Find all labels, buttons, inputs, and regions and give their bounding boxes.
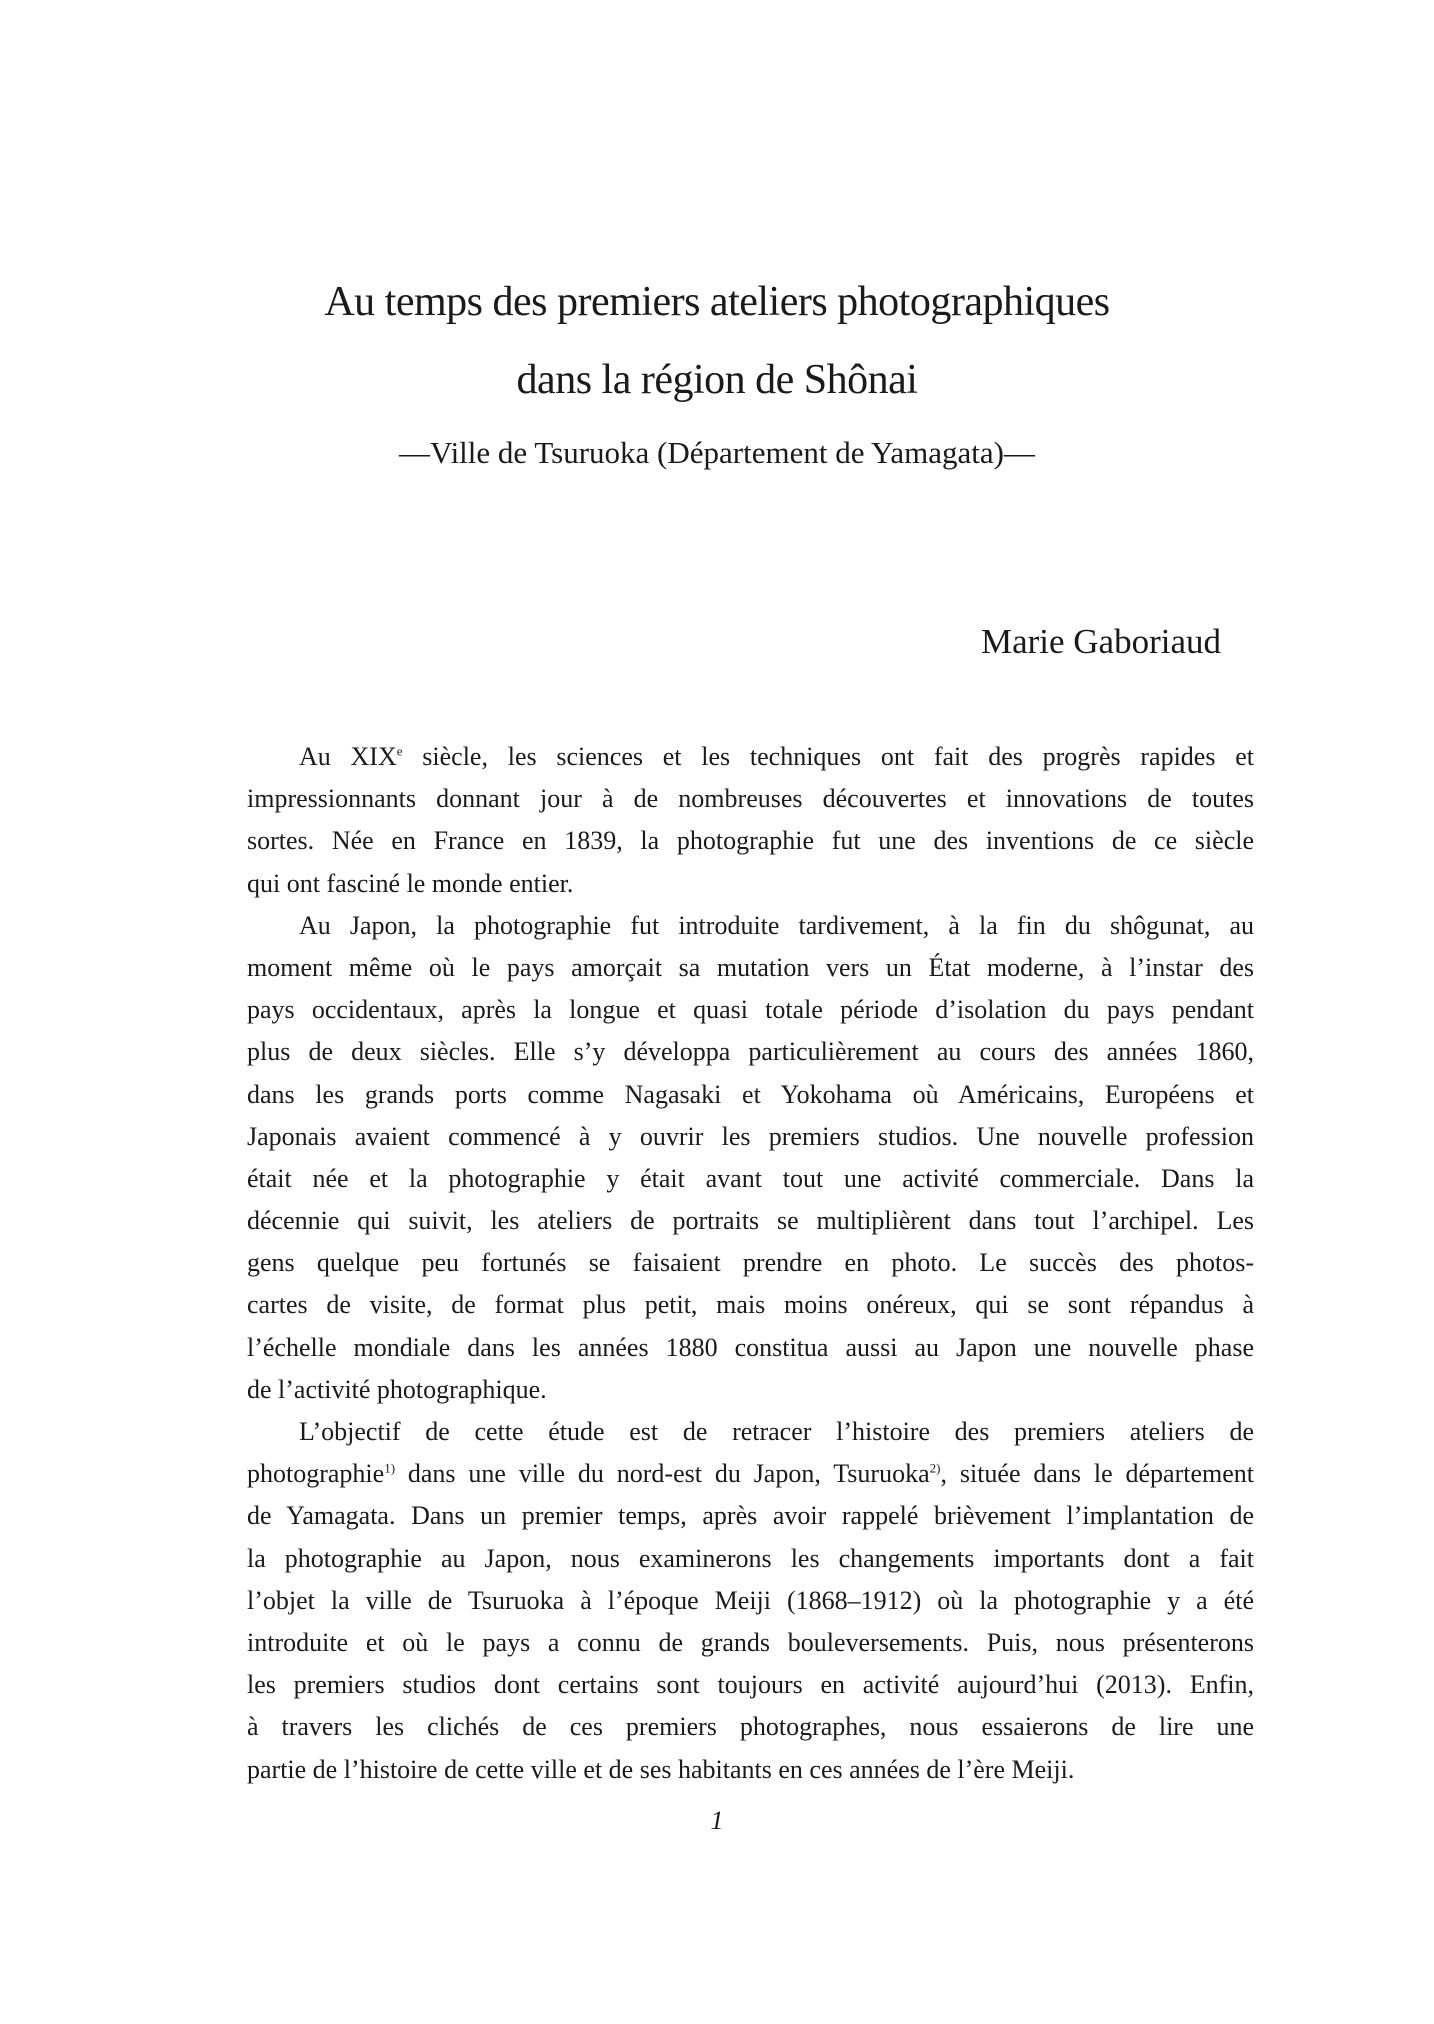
- text-segment: siècle, les sciences et les techniques ont fait des progrès rapides et: [402, 742, 1254, 771]
- text-line: [247, 1200, 1254, 1242]
- title-line-1: Au temps des premiers ateliers photographiques: [324, 279, 1110, 325]
- text-segment: pays occidentaux, après la longue et quasi totale période d’isolation du pays pendant: [247, 995, 1254, 1025]
- text-line: [247, 1538, 1254, 1580]
- text-segment: dans les grands ports comme Nagasaki et Yokohama où Américains, Européens et: [247, 1079, 1254, 1109]
- text-line: [247, 905, 1254, 947]
- text-segment: de Yamagata. Dans un premier temps, après avoir rappelé brièvement l’implantation de: [247, 1501, 1254, 1531]
- text-segment: impressionnants donnant jour à de nombreuses découvertes et innovations de toutes: [247, 784, 1254, 814]
- text-line: [247, 1327, 1254, 1369]
- text-line: [247, 1411, 1254, 1453]
- text-segment: la photographie au Japon, nous examinerons les changements importants dont a fait: [247, 1543, 1254, 1573]
- text-segment: les premiers studios dont certains sont toujours en activité aujourd’hui (2013). Enfin,: [247, 1670, 1254, 1700]
- text-line: [247, 1622, 1254, 1664]
- text-segment: à travers les clichés de ces premiers photographes, nous essaierons de lire une: [247, 1712, 1254, 1742]
- text-line: [247, 863, 1254, 905]
- text-line: [247, 1580, 1254, 1622]
- title-line-2: dans la région de Shônai: [516, 357, 918, 403]
- text-line: [247, 1706, 1254, 1748]
- text-segment: photographie: [247, 1459, 385, 1489]
- author-name: Marie Gaboriaud: [980, 622, 1221, 661]
- text-segment: l’objet la ville de Tsuruoka à l’époque Meiji (1868–1912) où la photographie y a été: [247, 1585, 1254, 1615]
- text-segment: Au XIX: [299, 742, 397, 771]
- text-segment: dans une ville du nord-est du Japon, Tsuruoka: [395, 1459, 930, 1489]
- text-segment: L’objectif de cette étude est de retracer l’histoire des premiers ateliers de: [299, 1417, 1254, 1446]
- text-segment: de l’activité photographique.: [247, 1374, 547, 1404]
- superscript: e: [396, 743, 403, 759]
- text-line: [247, 1749, 1254, 1791]
- text-line: [247, 1495, 1254, 1537]
- text-segment: sortes. Née en France en 1839, la photographie fut une des inventions de ce siècle: [247, 826, 1254, 856]
- text-segment: Au Japon, la photographie fut introduite tardivement, à la fin du shôgunat, au: [299, 910, 1254, 940]
- text-line: [247, 1242, 1254, 1284]
- text-line: [247, 1664, 1254, 1706]
- text-segment: cartes de visite, de format plus petit, mais moins onéreux, qui se sont répandus à: [247, 1290, 1254, 1320]
- paragraph: [247, 905, 1254, 1411]
- text-segment: était née et la photographie y était avant tout une activité commerciale. Dans la: [247, 1163, 1254, 1193]
- page-number: 1: [710, 1806, 724, 1835]
- text-line: [247, 1284, 1254, 1326]
- text-segment: , située dans le département: [940, 1459, 1254, 1489]
- text-segment: partie de l’histoire de cette ville et de ses habitants en ces années de l’ère Meiji.: [247, 1754, 1075, 1784]
- text-segment: moment même où le pays amorçait sa mutation vers un État moderne, à l’instar des: [247, 952, 1254, 982]
- superscript: 1): [384, 1460, 396, 1476]
- text-segment: gens quelque peu fortunés se faisaient prendre en photo. Le succès des photos-: [247, 1248, 1254, 1278]
- text-line: [247, 820, 1254, 862]
- text-line: [247, 1453, 1254, 1495]
- text-segment: l’échelle mondiale dans les années 1880 constitua aussi au Japon une nouvelle phase: [247, 1332, 1254, 1362]
- text-line: [247, 736, 1254, 778]
- subtitle: —Ville de Tsuruoka (Département de Yamagata)—: [399, 435, 1035, 470]
- text-line: [247, 947, 1254, 989]
- text-line: [247, 1369, 1254, 1411]
- text-segment: qui ont fasciné le monde entier.: [247, 868, 574, 898]
- text-line: [247, 778, 1254, 820]
- text-line: [247, 1074, 1254, 1116]
- text-segment: introduite et où le pays a connu de grands bouleversements. Puis, nous présenterons: [247, 1627, 1254, 1657]
- text-line: [247, 1158, 1254, 1200]
- superscript: 2): [929, 1460, 941, 1476]
- text-segment: plus de deux siècles. Elle s’y développa particulièrement au cours des années 1860,: [247, 1037, 1254, 1067]
- text-line: [247, 989, 1254, 1031]
- paragraph: [247, 736, 1254, 905]
- text-line: [247, 1031, 1254, 1073]
- text-segment: Japonais avaient commencé à y ouvrir les premiers studios. Une nouvelle profession: [247, 1121, 1254, 1151]
- body-text: [247, 736, 1254, 1791]
- paragraph: [247, 1411, 1254, 1791]
- text-line: [247, 1116, 1254, 1158]
- text-segment: décennie qui suivit, les ateliers de portraits se multiplièrent dans tout l’archipel. Les: [247, 1206, 1254, 1236]
